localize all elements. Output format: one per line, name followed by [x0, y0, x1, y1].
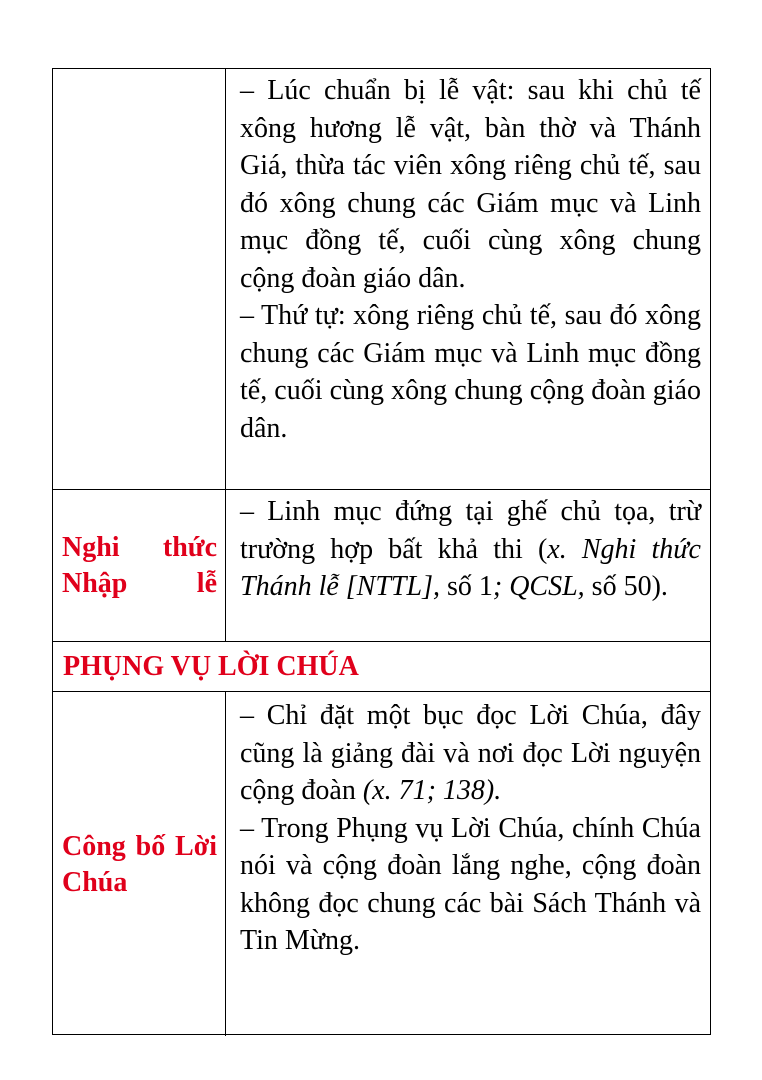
row3-italic-a: (x. 71; 138).	[362, 775, 502, 806]
row2-paragraph	[240, 493, 701, 606]
row2-italic-b: ; QCSL,	[492, 571, 585, 602]
row-divider-3	[53, 691, 710, 692]
row3-content	[240, 697, 701, 960]
row3-label: Công bố Lời Chúa	[62, 831, 217, 898]
row3-text-a: – Chỉ đặt một bục đọc Lời Chúa, đây cũng là giảng đài và nơi đọc Lời nguyện cộng đoàn	[240, 700, 701, 806]
row-divider-2	[53, 641, 710, 642]
row2-text-c: số 50).	[584, 571, 668, 602]
row2-label: Nghi thức Nhập lễ	[62, 532, 217, 599]
row-divider-1	[53, 489, 710, 490]
column-divider-top	[225, 69, 226, 641]
row1-paragraph-2: – Thứ tự: xông riêng chủ tế, sau đó xông chung các Giám mục và Linh mục đồng tế, cuối cùng xông chung cộng đoàn giáo dân.	[240, 300, 701, 444]
row1-paragraph-1: – Lúc chuẩn bị lễ vật: sau khi chủ tế xông hương lễ vật, bàn thờ và Thánh Giá, thừa tác viên xông riêng chủ tế, sau đó xông chung các Giám mục và Linh mục đồng tế, cuối cùng xông chung cộng đoàn giáo dân.	[240, 75, 701, 294]
liturgy-table	[52, 68, 711, 1035]
row1-content	[240, 72, 701, 447]
row2-italic-a: x. Nghi thức Thánh lễ [NTTL],	[240, 533, 701, 602]
column-divider-bottom	[225, 691, 226, 1036]
row3-paragraph-1	[240, 697, 701, 810]
section-title: PHỤNG VỤ LỜI CHÚA	[63, 651, 359, 682]
row2-text-a: – Linh mục đứng tại ghế chủ tọa, trừ trường hợp bất khả thi (	[240, 496, 701, 565]
row2-text-b: số 1	[439, 571, 493, 602]
row3-paragraph-2: – Trong Phụng vụ Lời Chúa, chính Chúa nói và cộng đoàn lắng nghe, cộng đoàn không đọc chung các bài Sách Thánh và Tin Mừng.	[240, 812, 701, 956]
row2-content	[240, 493, 701, 606]
